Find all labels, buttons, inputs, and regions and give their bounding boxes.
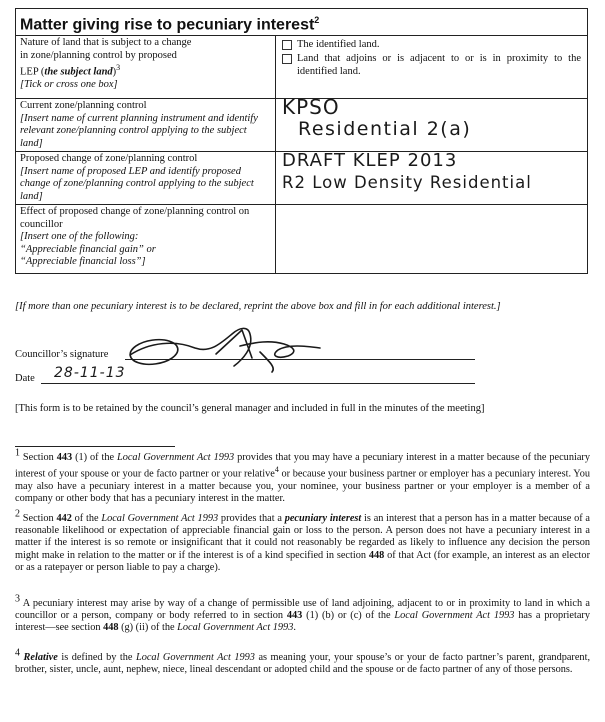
footnote-section: 448	[368, 549, 385, 561]
footnote-term: pecuniary interest	[284, 513, 362, 524]
row-current-zone	[16, 95, 587, 152]
footnote-text: or because your business partner or employer has a pecuniary interest. You may also have a pecuniary interest in a matter because you, your nominee, your business partner or your employer is a member of a company or other body that has a pecuniary interest in the matter.	[15, 468, 590, 505]
label-line: Nature of land that is subject to a change	[20, 37, 192, 49]
row-label	[16, 99, 276, 151]
box-title-footnote-ref: 2	[314, 15, 320, 25]
footnote-number: 4	[15, 647, 20, 659]
option-identified-land[interactable]	[282, 38, 581, 51]
handwritten-current-instrument: KPSO	[282, 95, 340, 120]
footnote-text: Section	[22, 513, 57, 524]
label-hint: [Insert name of proposed LEP and identify proposed change of zone/planning control applying to the subject land]	[20, 165, 254, 202]
footnote-number: 3	[15, 593, 20, 605]
box-title	[16, 9, 587, 36]
option-adjoining-land[interactable]	[282, 52, 581, 78]
handwritten-proposed-lep: DRAFT KLEP 2013	[282, 150, 458, 172]
label-hint: [Tick or cross one box]	[20, 79, 118, 91]
footnote-act: Local Government Act 1993	[177, 622, 294, 634]
retention-note: [This form is to be retained by the council’s general manager and included in full in the minutes of the meeting]	[15, 403, 485, 414]
checkbox-adjoining-land[interactable]	[282, 54, 292, 64]
row-label	[16, 205, 276, 273]
row-effect-on-councillor	[16, 205, 587, 273]
label-hint: [Insert one of the following:	[20, 231, 139, 243]
footnote-1	[15, 447, 590, 505]
handwritten-date: 28-11-13	[54, 365, 126, 381]
label-main: Proposed change of zone/planning control	[20, 153, 198, 165]
label-main: Effect of proposed change of zone/planning control on councillor	[20, 206, 250, 230]
footnote-text: provides that you may have a pecuniary interest in a matter because of the pecuniary interest of your spouse or your de facto partner or your relative	[15, 452, 590, 480]
label-lep-prefix: LEP (	[20, 66, 45, 78]
footnote-act: Local Government Act 1993	[135, 652, 255, 663]
footnote-section: 448	[103, 622, 119, 634]
option-identified-land-label: The identified land.	[297, 39, 380, 51]
footnote-text: is defined by the	[57, 652, 136, 663]
footnote-text: Section	[22, 452, 57, 463]
reprint-note: [If more than one pecuniary interest is to be declared, reprint the above box and fill in for each additional interest.]	[15, 301, 501, 312]
footnote-3	[15, 593, 590, 635]
footnote-text: .	[293, 622, 296, 634]
footnote-text: as meaning your, your spouse’s or your de facto partner’s parent, grandparent, brother, sister, uncle, aunt, nephew, niece, lineal descendant or adopted child and the spouse or de facto partner of any of those persons.	[15, 652, 591, 676]
box-title-text: Matter giving rise to pecuniary interest	[20, 16, 315, 34]
footnote-act: Local Government Act 1993	[116, 452, 235, 463]
option-adjoining-land-label: Land that adjoins or is adjacent to or is in proximity to the identified land.	[297, 53, 581, 78]
label-line	[20, 62, 271, 79]
footnote-number: 2	[15, 508, 20, 520]
footnote-term: Relative	[23, 652, 58, 663]
footnote-text: provides that a	[218, 513, 285, 524]
footnote-text: of the	[71, 513, 102, 524]
footnote-2	[15, 508, 590, 574]
label-hint: “Appreciable financial gain” or	[20, 243, 156, 255]
label-footnote-ref: 3	[116, 63, 121, 73]
effect-field[interactable]	[276, 205, 587, 273]
current-zone-field[interactable]	[276, 95, 587, 151]
footnote-rule	[15, 446, 175, 447]
label-lep-suffix: )	[112, 66, 117, 78]
footnote-text: (g) (ii) of the	[118, 622, 178, 634]
footnote-section: 443	[286, 610, 303, 622]
proposed-change-field[interactable]	[276, 152, 587, 204]
footnote-text: (1) of the	[72, 452, 117, 463]
footnote-section: 442	[56, 513, 72, 524]
label-line: in zone/planning control by proposed	[20, 49, 177, 61]
row-label	[16, 36, 276, 98]
date-label: Date	[15, 373, 35, 384]
footnote-text: is an interest that a person has in a matter because of a reasonable likelihood or expectation of appreciable financial gain or loss to the person. A person does not have a pecuniary interest in a matter if the interest is so remote or insignificant that it could not reasonably be regarded as likely to influence any decision the person might make in relation to the matter or if the interest is of a kind specified in section	[15, 513, 590, 561]
label-main: Current zone/planning control	[20, 100, 147, 112]
footnote-text: A pecuniary interest may arise by way of a change of permissible use of land adjoining, adjacent to or in proximity to land in which a councillor or a person, company or body referred to in section	[15, 598, 590, 622]
handwritten-current-zone: Residential 2(a)	[298, 118, 472, 141]
label-hint: [Insert name of current planning instrument and identify relevant zone/planning control applying to the subject land]	[20, 112, 258, 149]
row-proposed-change	[16, 152, 587, 205]
label-lep-term: the subject land	[44, 66, 113, 78]
row-options	[276, 36, 587, 98]
date-line[interactable]	[41, 383, 475, 384]
handwritten-signature	[120, 322, 330, 374]
footnote-act: Local Government Act 1993	[394, 610, 515, 622]
footnote-section: 443	[56, 452, 73, 463]
footnote-text: of that Act (for example, an interest as an elector or as a ratepayer or person liable to pay a charge).	[15, 549, 590, 573]
footnote-text: (1) (b) or (c) of the	[302, 610, 395, 622]
footnote-text: has a proprietary interest—see section	[15, 610, 590, 634]
footnote-ref: 4	[274, 465, 279, 475]
footnote-number: 1	[15, 447, 20, 459]
footnote-4	[15, 647, 591, 676]
handwritten-proposed-zone: R2 Low Density Residential	[282, 173, 532, 193]
footnote-act: Local Government Act 1993	[101, 513, 219, 524]
row-label	[16, 152, 276, 204]
row-nature-of-land	[16, 36, 587, 99]
signature-label: Councillor’s signature	[15, 349, 109, 360]
label-hint: “Appreciable financial loss”]	[20, 256, 146, 268]
pecuniary-interest-box	[15, 8, 588, 274]
checkbox-identified-land[interactable]	[282, 40, 292, 50]
